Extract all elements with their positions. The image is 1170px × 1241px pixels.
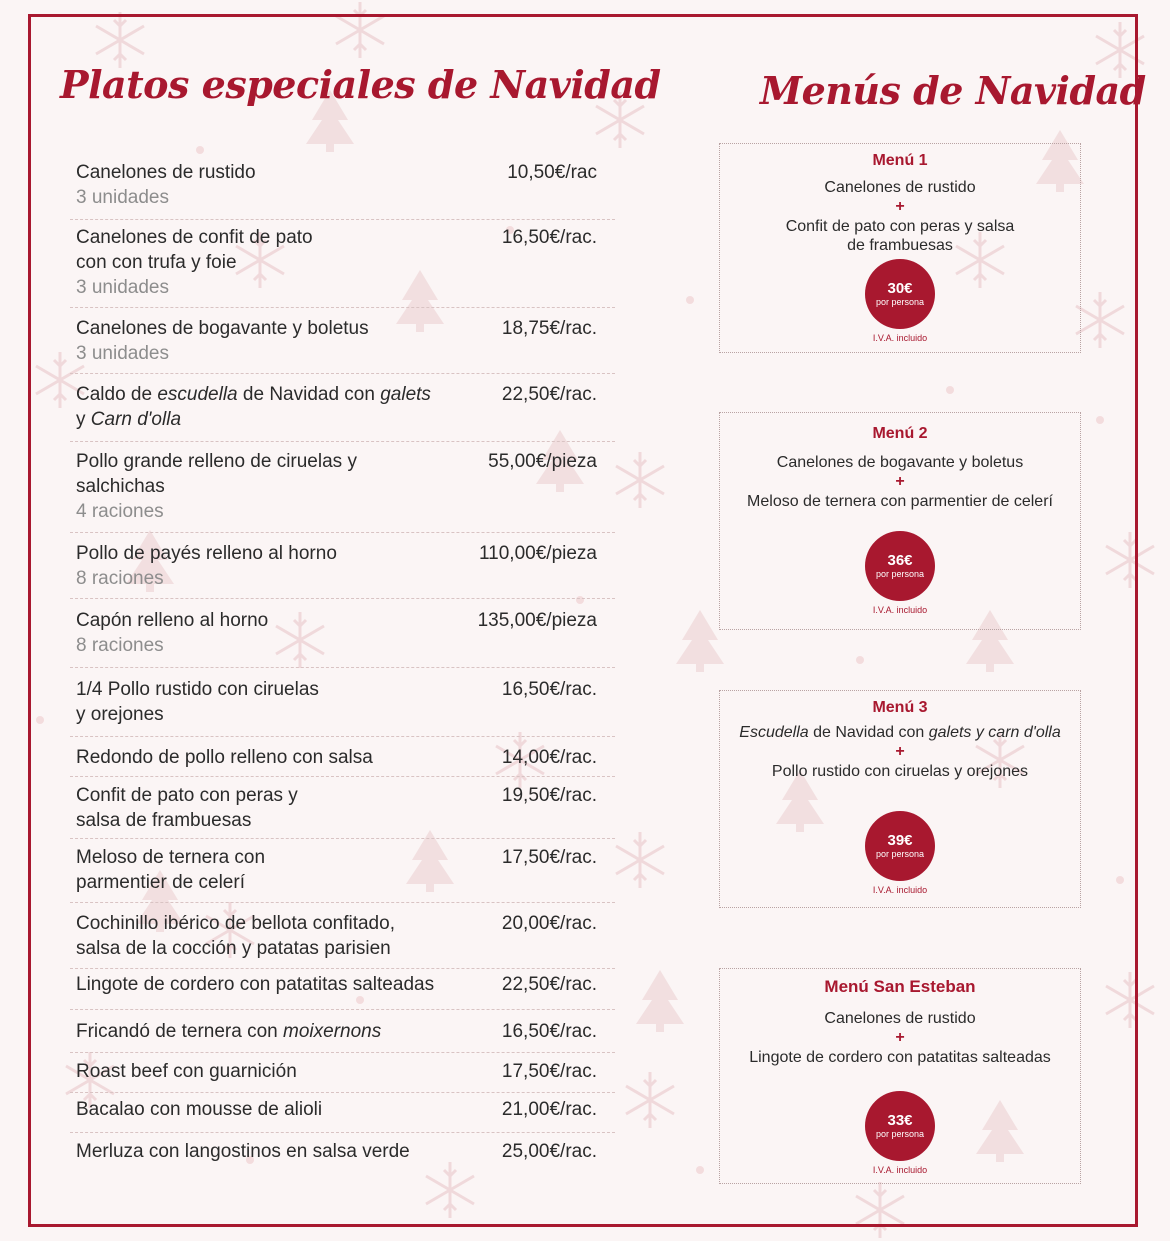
dish-portion: 4 raciones: [76, 501, 164, 522]
tax-note: I.V.A. incluido: [872, 605, 928, 615]
dish-name: Canelones de confit de pato con con trufa y foie: [76, 227, 313, 273]
dish-price: 110,00€/pieza: [479, 543, 597, 564]
menu-card-3: [719, 690, 1081, 908]
price-per-person: por persona: [875, 297, 925, 307]
christmas-menus-title: Menús de Navidad: [760, 68, 1146, 113]
price-per-person: por persona: [875, 569, 925, 579]
menu-price: 30€: [887, 280, 913, 297]
dish-name: Cochinillo ibérico de bellota confitado, salsa de la cocción y patatas parisien: [76, 913, 395, 959]
menu-card-san-esteban: [719, 968, 1081, 1184]
dish-item: [70, 677, 615, 737]
price-badge: [865, 531, 935, 601]
dish-item: [70, 382, 615, 442]
dish-item: [70, 745, 615, 777]
dish-item: [70, 911, 615, 969]
menu-card-2: [719, 412, 1081, 630]
plus-sign: +: [895, 198, 905, 215]
dish-item: [70, 1097, 615, 1133]
menu-second-course: Pollo rustido con ciruelas y orejones: [771, 763, 1029, 780]
dish-price: 17,50€/rac.: [501, 1061, 597, 1082]
dish-item: [70, 845, 615, 903]
dish-price: 55,00€/pieza: [488, 451, 597, 472]
dish-name: Merluza con langostinos en salsa verde: [76, 1141, 410, 1162]
dish-name: Caldo de escudella de Navidad con galets y Carn d'olla: [76, 384, 431, 430]
dish-price: 16,50€/rac.: [501, 227, 597, 248]
dish-portion: 8 raciones: [76, 568, 164, 589]
menu-price: 39€: [887, 832, 913, 849]
menu-card-1: [719, 143, 1081, 353]
dish-portion: 8 raciones: [76, 635, 164, 656]
dish-item: [70, 1019, 615, 1053]
dish-item: [70, 972, 615, 1010]
dish-name: Roast beef con guarnición: [76, 1061, 297, 1082]
plus-sign: +: [895, 473, 905, 490]
dish-price: 21,00€/rac.: [501, 1099, 597, 1120]
menu-second-course: Lingote de cordero con patatitas salteadas: [749, 1049, 1051, 1066]
menu-second-course: Confit de pato con peras y salsa de frambuesas: [785, 218, 1015, 254]
dish-portion: 3 unidades: [76, 343, 169, 364]
dish-price: 16,50€/rac.: [501, 679, 597, 700]
menu-first-course: Canelones de rustido: [824, 1010, 976, 1027]
price-per-person: por persona: [875, 1129, 925, 1139]
dish-item: [70, 160, 615, 220]
dish-price: 19,50€/rac.: [501, 785, 597, 806]
dish-name: Lingote de cordero con patatitas salteadas: [76, 974, 435, 995]
dish-name: Pollo de payés relleno al horno: [76, 543, 337, 564]
dish-item: [70, 316, 615, 374]
dish-price: 10,50€/rac: [507, 162, 597, 183]
price-badge: [865, 1091, 935, 1161]
dish-name: 1/4 Pollo rustido con ciruelas y orejones: [76, 679, 319, 725]
dish-portion: 3 unidades: [76, 187, 169, 208]
menu-title: Menú San Esteban: [824, 977, 976, 996]
plus-sign: +: [895, 1029, 905, 1046]
menu-first-course: Canelones de bogavante y boletus: [776, 454, 1024, 471]
dish-portion: 3 unidades: [76, 277, 169, 298]
menu-price: 36€: [887, 552, 913, 569]
dish-item: [70, 449, 615, 533]
menu-second-course: Meloso de ternera con parmentier de celerí: [747, 493, 1053, 510]
menu-title: Menú 1: [872, 152, 928, 169]
dish-name: Meloso de ternera con parmentier de celerí: [76, 847, 266, 893]
plus-sign: +: [895, 743, 905, 760]
dish-name: Bacalao con mousse de alioli: [76, 1099, 323, 1120]
dish-item: [70, 225, 615, 308]
dish-name: Canelones de rustido: [76, 162, 256, 183]
tax-note: I.V.A. incluido: [872, 333, 928, 343]
menu-first-course: Canelones de rustido: [824, 179, 976, 196]
menu-title: Menú 3: [872, 699, 928, 716]
dish-name: Pollo grande relleno de ciruelas y salchichas: [76, 451, 357, 497]
menu-price: 33€: [887, 1112, 913, 1129]
dish-item: [70, 541, 615, 599]
price-badge: [865, 811, 935, 881]
dish-price: 22,50€/rac.: [501, 384, 597, 405]
dish-name: Canelones de bogavante y boletus: [76, 318, 369, 339]
dish-item: [70, 608, 615, 668]
dish-price: 14,00€/rac.: [501, 747, 597, 768]
dish-price: 20,00€/rac.: [501, 913, 597, 934]
menu-first-course: Escudella de Navidad con galets y carn d'olla: [739, 724, 1061, 741]
dish-name: Fricandó de ternera con moixernons: [76, 1021, 382, 1042]
dish-name: Confit de pato con peras y salsa de frambuesas: [76, 785, 298, 831]
price-badge: [865, 259, 935, 329]
dish-price: 17,50€/rac.: [501, 847, 597, 868]
dish-price: 22,50€/rac.: [501, 974, 597, 995]
dish-item: [70, 1139, 615, 1173]
dish-item: [70, 1059, 615, 1093]
dish-price: 18,75€/rac.: [501, 318, 597, 339]
dish-name: Capón relleno al horno: [76, 610, 269, 631]
dish-price: 16,50€/rac.: [501, 1021, 597, 1042]
tax-note: I.V.A. incluido: [872, 1165, 928, 1175]
christmas-dishes-title: Platos especiales de Navidad: [60, 62, 661, 107]
dish-price: 135,00€/pieza: [477, 610, 597, 631]
menu-title: Menú 2: [872, 425, 928, 442]
dish-name: Redondo de pollo relleno con salsa: [76, 747, 373, 768]
dish-price: 25,00€/rac.: [501, 1141, 597, 1162]
tax-note: I.V.A. incluido: [872, 885, 928, 895]
dish-item: [70, 783, 615, 839]
price-per-person: por persona: [875, 849, 925, 859]
